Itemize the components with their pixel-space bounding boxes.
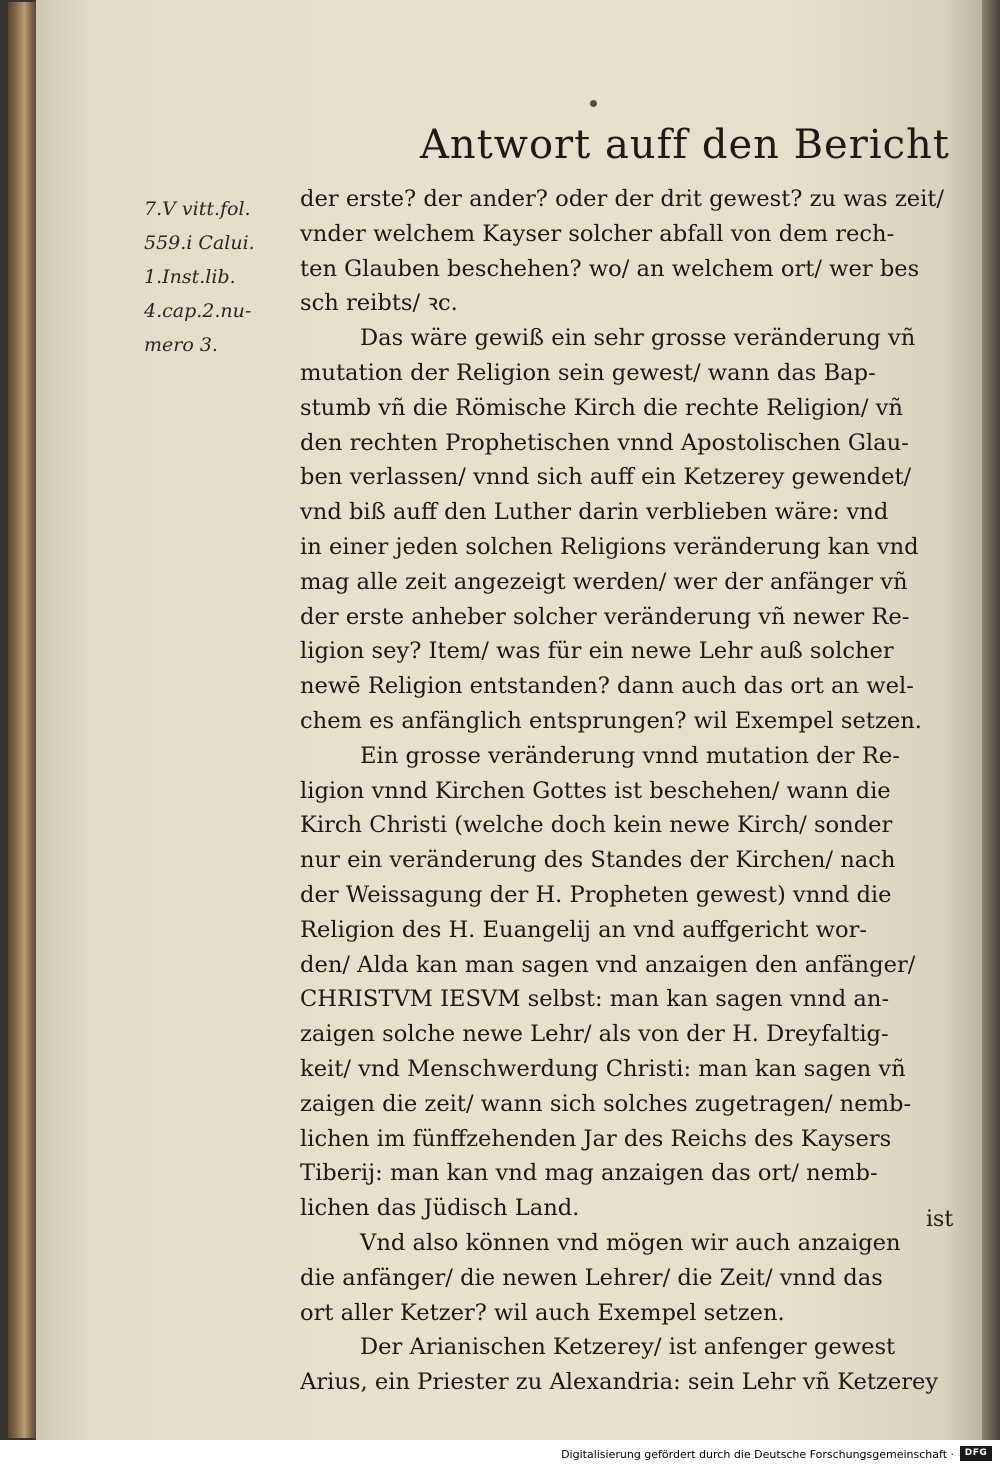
text-line: den/ Alda kan man sagen vnd anzaigen den anfänger/	[300, 951, 916, 978]
text-line: Das wäre gewiß ein sehr grosse veränderung vñ	[360, 325, 916, 352]
margin-note-line: 4.cap.2.nu-	[144, 300, 252, 322]
text-line: mutation der Religion sein gewest/ wann das Bap-	[300, 359, 876, 386]
text-line: vnder welchem Kayser solcher abfall von dem rech-	[300, 220, 895, 247]
margin-note-line: 7.V vitt.fol.	[144, 198, 251, 220]
margin-note-line: mero 3.	[144, 334, 218, 356]
text-line: nur ein veränderung des Standes der Kirchen/ nach	[300, 847, 896, 874]
text-line: Vnd also können vnd mögen wir auch anzaigen	[360, 1229, 901, 1256]
running-head: Antwort auff den Bericht	[420, 122, 950, 168]
text-line: der erste? der ander? oder der drit gewest? zu was zeit/	[300, 186, 945, 212]
text-line: den rechten Prophetischen vnnd Apostolischen Glau-	[300, 429, 909, 456]
text-line: Der Arianischen Ketzerey/ ist anfenger gewest	[360, 1334, 896, 1361]
text-line: ort aller Ketzer? wil auch Exempel setzen.	[300, 1299, 785, 1326]
text-line: ben verlassen/ vnnd sich auff ein Ketzerey gewendet/	[300, 464, 912, 491]
text-line: der erste anheber solcher veränderung vñ newer Re-	[300, 603, 910, 630]
text-line: Arius, ein Priester zu Alexandria: sein Lehr vñ Ketzerey	[300, 1369, 939, 1396]
text-line: ten Glauben beschehen? wo/ an welchem ort/ wer bes	[300, 255, 920, 282]
text-line: Ein grosse veränderung vnnd mutation der Re-	[360, 742, 900, 769]
text-line: Tiberij: man kan vnd mag anzaigen das ort/ nemb-	[300, 1160, 878, 1187]
text-line: lichen das Jüdisch Land.	[300, 1195, 580, 1222]
funding-credit: Digitalisierung gefördert durch die Deutsche Forschungsgemeinschaft ·	[561, 1448, 954, 1461]
body-text	[300, 182, 965, 1400]
margin-note-line: 1.Inst.lib.	[144, 266, 236, 288]
text-line: zaigen die zeit/ wann sich solches zugetragen/ nemb-	[300, 1090, 912, 1117]
margin-note	[144, 192, 294, 362]
book-edge	[8, 2, 38, 1438]
dfg-logo: DFG	[960, 1446, 992, 1461]
text-line: keit/ vnd Menschwerdung Christi: man kan sagen vñ	[300, 1055, 906, 1082]
text-line: stumb vñ die Römische Kirch die rechte Religion/ vñ	[300, 394, 903, 421]
text-line: Kirch Christi (welche doch kein newe Kirch/ sonder	[300, 812, 893, 839]
catchword: ist	[926, 1207, 954, 1232]
footer-bar	[0, 1440, 1000, 1469]
text-line: newē Religion entstanden? dann auch das ort an wel-	[300, 673, 914, 700]
page-shadow	[982, 0, 1000, 1440]
ink-mark	[590, 100, 597, 107]
text-line: der Weissagung der H. Propheten gewest) vnnd die	[300, 881, 892, 908]
margin-note-line: 559.i Calui.	[144, 232, 255, 254]
text-line: die anfänger/ die newen Lehrer/ die Zeit/ vnnd das	[300, 1264, 883, 1291]
text-line: chem es anfänglich entsprungen? wil Exempel setzen.	[300, 707, 922, 734]
text-line: sch reibts/ ꝛc.	[300, 290, 458, 317]
text-line: lichen im fünffzehenden Jar des Reichs des Kaysers	[300, 1125, 892, 1152]
text-line: zaigen solche newe Lehr/ als von der H. Dreyfaltig-	[300, 1021, 889, 1048]
text-line: CHRISTVM IESVM selbst: man kan sagen vnnd an-	[300, 986, 890, 1013]
text-line: mag alle zeit angezeigt werden/ wer der anfänger vñ	[300, 568, 908, 595]
text-line: ligion sey? Item/ was für ein newe Lehr auß solcher	[300, 638, 894, 665]
text-line: ligion vnnd Kirchen Gottes ist beschehen/ wann die	[300, 777, 891, 804]
text-line: in einer jeden solchen Religions veränderung kan vnd	[300, 533, 919, 560]
text-line: vnd biß auff den Luther darin verblieben wäre: vnd	[300, 499, 889, 526]
text-line: Religion des H. Euangelij an vnd auffgericht wor-	[300, 916, 868, 943]
